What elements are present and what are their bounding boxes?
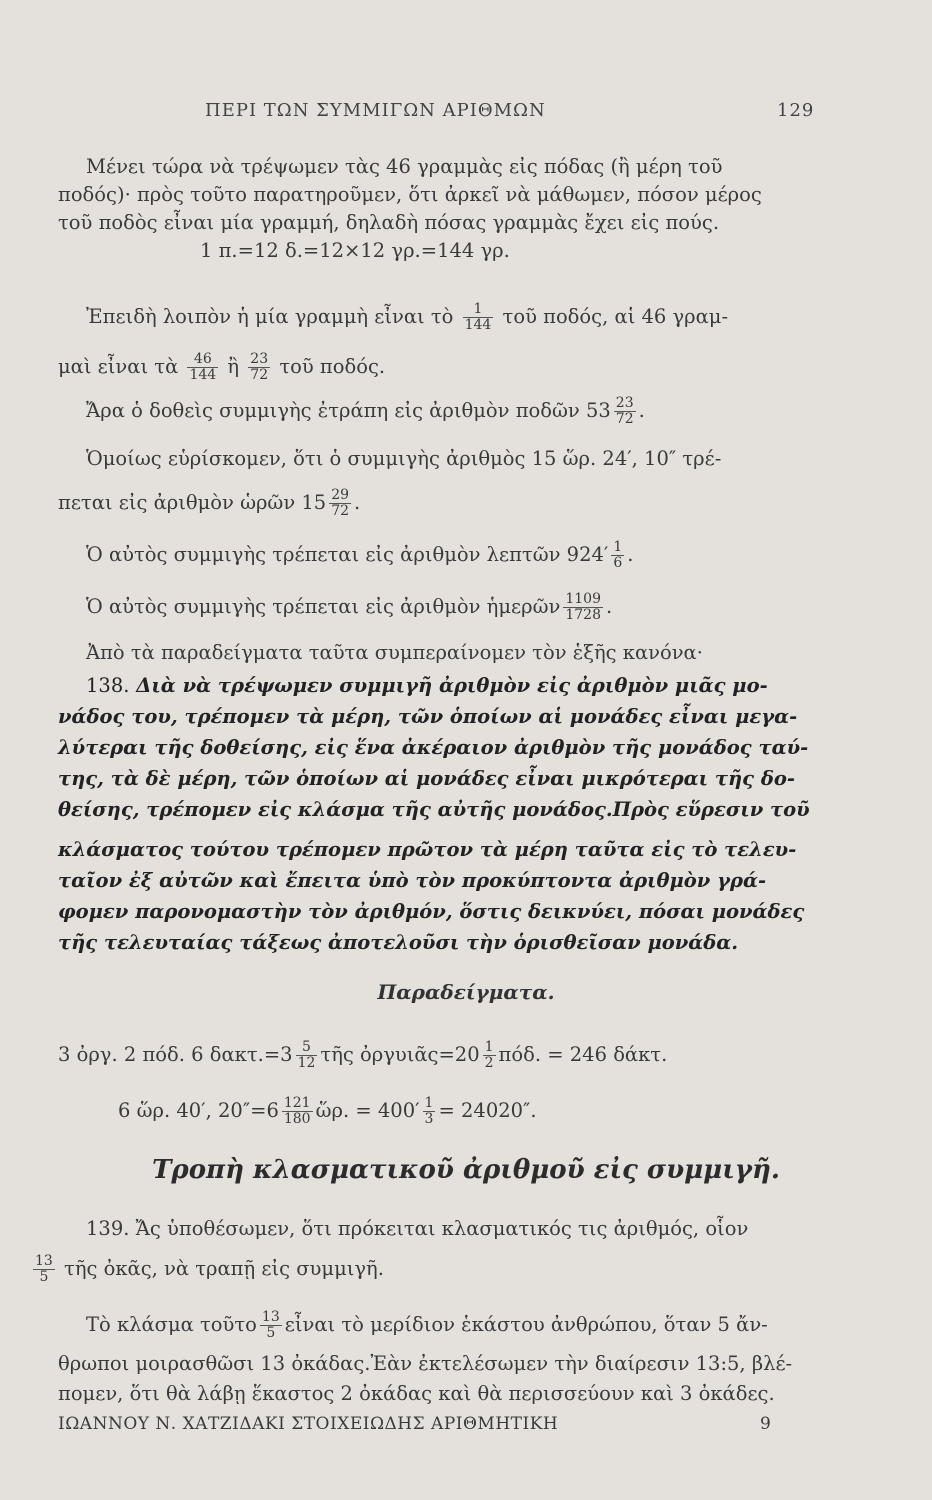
fraction: $\frac{5}{12}$ — [297, 1039, 316, 1071]
rule-line: 138. Διὰ νὰ τρέψωμεν συμμιγῆ ἀριθμὸν εἰς ἀριθμὸν μιᾶς μο- — [86, 674, 768, 697]
fraction: $\frac{1}{3}$ — [424, 1095, 434, 1127]
paragraph-line: τοῦ ποδὸς εἶναι μία γραμμή, δηλαδὴ πόσας γραμμὰς ἔχει εἰς πούς. — [58, 211, 720, 234]
fraction: $\frac{29}{72}$ — [331, 487, 350, 519]
paragraph-line: Ἀπὸ τὰ παραδείγματα ταῦτα συμπεραίνομεν τὸν ἑξῆς κανόνα· — [86, 641, 703, 664]
paragraph-line: Ἐπειδὴ λοιπὸν ἡ μία γραμμὴ εἶναι τὸ $\frac{1}{144}$ τοῦ ποδός, αἱ 46 γραμ- — [86, 301, 729, 333]
paragraph-line: Ὁ αὐτὸς συμμιγὴς τρέπεται εἰς ἀριθμὸν ἡμερῶν $\frac{1109}{1728}$ . — [86, 591, 613, 623]
paragraph-line: 139. Ἄς ὑποθέσωμεν, ὅτι πρόκειται κλασματικός τις ἀριθμός, οἷον — [86, 1217, 749, 1240]
running-head: ΠΕΡΙ ΤΩΝ ΣΥΜΜΙΓΩΝ ΑΡΙΘΜΩΝ — [205, 100, 546, 121]
paragraph-line: Ὁμοίως εὑρίσκομεν, ὅτι ὁ συμμιγὴς ἀριθμὸς 15 ὥρ. 24′, 10″ τρέ- — [86, 447, 722, 470]
fraction: $\frac{121}{180}$ — [283, 1095, 311, 1127]
fraction: $\frac{1}{2}$ — [484, 1039, 494, 1071]
paragraph-line: μαὶ εἶναι τὰ $\frac{46}{144}$ ἢ $\frac{23}{72}$ τοῦ ποδός. — [58, 351, 386, 383]
paragraph-line: θρωποι μοιρασθῶσι 13 ὀκάδας.Ἐὰν ἐκτελέσωμεν τὴν διαίρεσιν 13:5, βλέ- — [58, 1352, 793, 1375]
fraction: $\frac{13}{5}$ — [261, 1309, 280, 1341]
rule-line: τῆς τελευταίας τάξεως ἀποτελοῦσι τὴν ὁρισθεῖσαν μονάδα. — [58, 931, 739, 954]
example-line: 3 ὀργ. 2 πόδ. 6 δακτ.=3 $\frac{5}{12}$ τῆς ὀργυιᾶς=20 $\frac{1}{2}$ πόδ. = 246 δάκτ. — [58, 1039, 668, 1071]
fraction: $\frac{1}{144}$ — [464, 301, 492, 333]
fraction: $\frac{1}{6}$ — [613, 539, 623, 571]
paragraph-line: πεται εἰς ἀριθμὸν ὡρῶν 15 $\frac{29}{72}$ . — [58, 487, 361, 519]
fraction: $\frac{23}{72}$ — [615, 395, 634, 427]
rule-line: νάδος του, τρέπομεν τὰ μέρη, τῶν ὁποίων αἱ μονάδες εἶναι μεγα- — [58, 705, 798, 728]
rule-line: λύτεραι τῆς δοθείσης, εἰς ἕνα ἀκέραιον ἀριθμὸν τῆς μονάδος ταύ- — [58, 736, 809, 759]
example-line: 6 ὥρ. 40′, 20″=6 $\frac{121}{180}$ ὥρ. = 400′ $\frac{1}{3}$ = 24020″. — [118, 1095, 537, 1127]
paragraph-line: Μένει τώρα νὰ τρέψωμεν τὰς 46 γραμμὰς εἰς πόδας (ἢ μέρη τοῦ — [86, 155, 723, 178]
paragraph-line: Τὸ κλάσμα τοῦτο $\frac{13}{5}$ εἶναι τὸ μερίδιον ἑκάστου ἀνθρώπου, ὅταν 5 ἄν- — [86, 1309, 768, 1341]
rule-line: ταῖον ἐξ αὐτῶν καὶ ἔπειτα ὑπὸ τὸν προκύπτοντα ἀριθμὸν γρά- — [58, 869, 767, 892]
paragraph-line: $\frac{13}{5}$ τῆς ὀκᾶς, νὰ τραπῇ εἰς συμμιγῆ. — [35, 1253, 384, 1285]
rule-line: φομεν παρονομαστὴν τὸν ἀριθμόν, ὅστις δεικνύει, πόσαι μονάδες — [58, 900, 805, 923]
rule-line: κλάσματος τούτου τρέπομεν πρῶτον τὰ μέρη ταῦτα εἰς τὸ τελευ- — [58, 838, 797, 861]
paragraph-line: πομεν, ὅτι θὰ λάβῃ ἕκαστος 2 ὀκάδας καὶ θὰ περισσεύουν καὶ 3 ὀκάδες. — [58, 1382, 775, 1405]
section-title: Τροπὴ κλασματικοῦ ἀριθμοῦ εἰς συμμιγῆ. — [152, 1155, 780, 1185]
fraction: $\frac{46}{144}$ — [189, 351, 217, 383]
fraction: $\frac{1109}{1728}$ — [565, 591, 601, 623]
examples-title: Παραδείγματα. — [377, 980, 555, 1004]
fraction: $\frac{13}{5}$ — [35, 1253, 53, 1285]
sheet-number: 9 — [760, 1414, 772, 1434]
rule-line: θείσης, τρέπομεν εἰς κλάσμα τῆς αὐτῆς μονάδος.Πρὸς εὕρεσιν τοῦ — [58, 798, 810, 821]
footer-signature: ΙΩΑΝΝΟΥ Ν. ΧΑΤΖΙΔΑΚΙ ΣΤΟΙΧΕΙΩΔΗΣ ΑΡΙΘΜΗΤΙΚΗ — [58, 1414, 559, 1434]
equation-line: 1 π.=12 δ.=12×12 γρ.=144 γρ. — [200, 239, 510, 262]
paragraph-line: Ἄρα ὁ δοθεὶς συμμιγὴς ἐτράπη εἰς ἀριθμὸν ποδῶν 53 $\frac{23}{72}$ . — [86, 395, 645, 427]
rule-line: της, τὰ δὲ μέρη, τῶν ὁποίων αἱ μονάδες εἶναι μικρότεραι τῆς δο- — [58, 767, 795, 790]
fraction: $\frac{23}{72}$ — [250, 351, 269, 383]
paragraph-line: Ὁ αὐτὸς συμμιγὴς τρέπεται εἰς ἀριθμὸν λεπτῶν 924′ $\frac{1}{6}$ . — [86, 539, 634, 571]
page-number: 129 — [777, 100, 815, 121]
paragraph-line: ποδός)· πρὸς τοῦτο παρατηροῦμεν, ὅτι ἀρκεῖ νὰ μάθωμεν, πόσον μέρος — [58, 183, 762, 206]
